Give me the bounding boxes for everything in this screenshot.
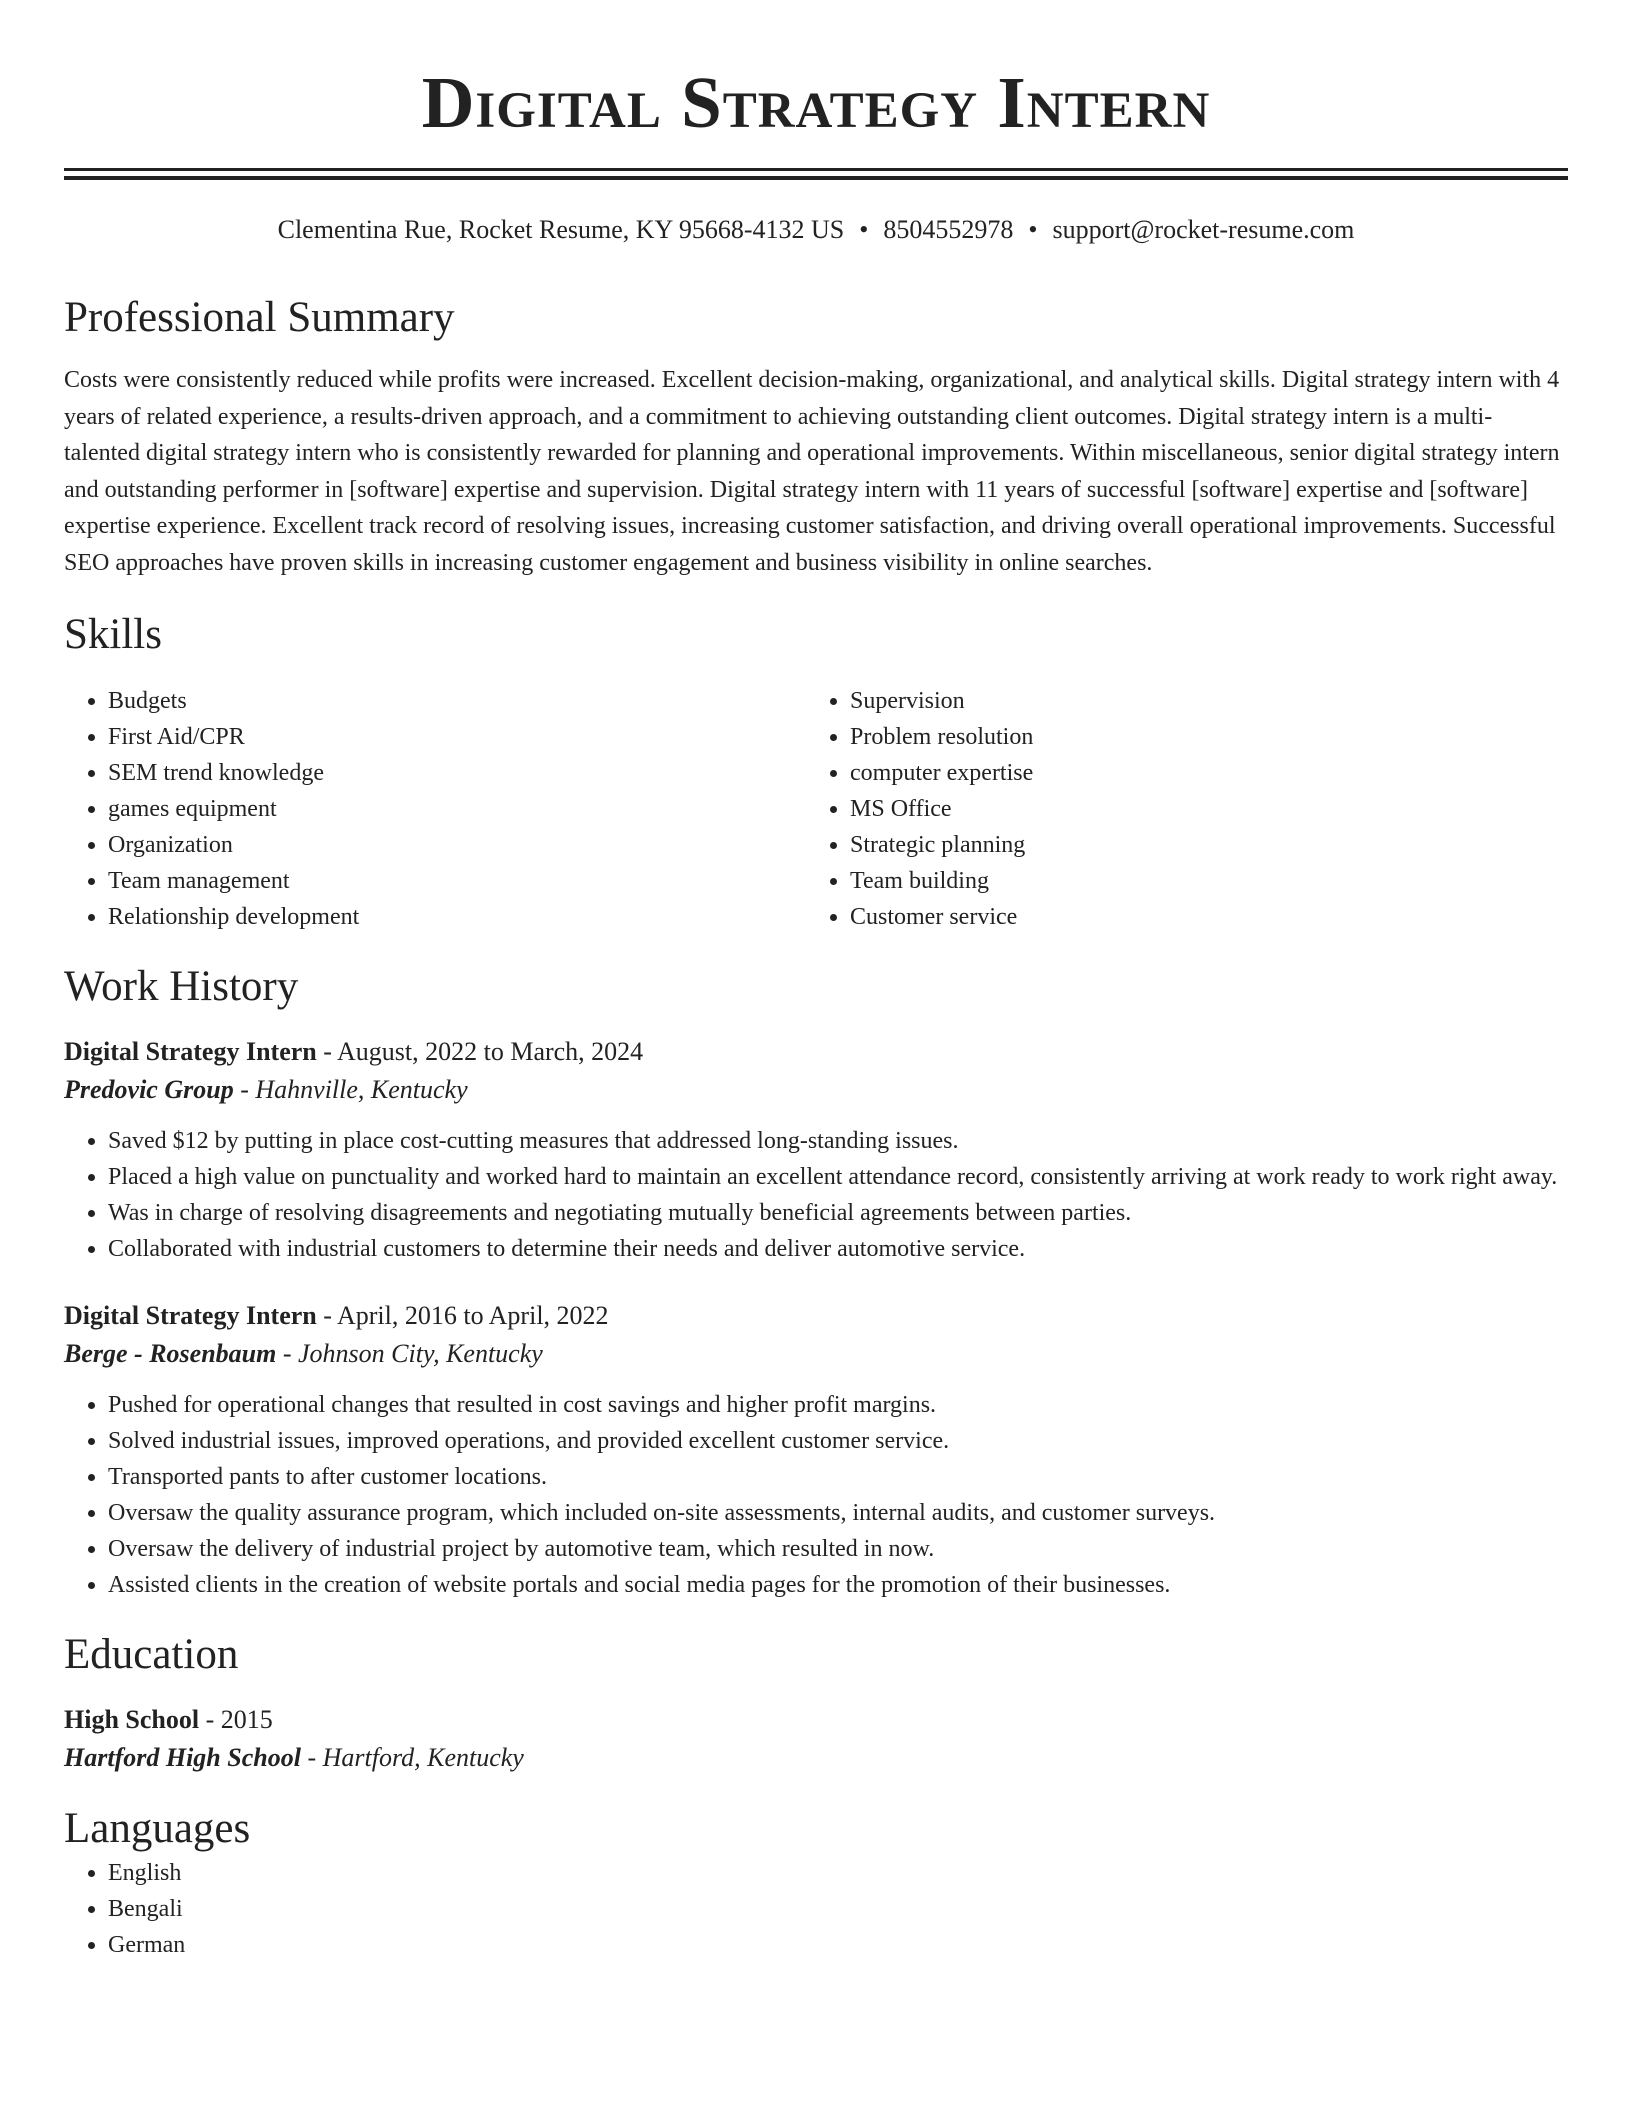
job-title: Digital Strategy Intern [64, 1037, 317, 1066]
education-degree-line: High School - 2015 [64, 1705, 273, 1734]
skill-item: • Team building [850, 863, 1568, 899]
education-degree: High School [64, 1705, 200, 1734]
education-school-line: Hartford High School - Hartford, Kentucky [64, 1743, 524, 1772]
skills-list [64, 683, 1568, 935]
education-location: Hartford, Kentucky [322, 1743, 524, 1772]
resume-name: Digital Strategy Intern [421, 62, 1211, 143]
job-title-line: Digital Strategy Intern - August, 2022 to March, 2024 [64, 1037, 644, 1066]
job-duty: • Placed a high value on punctuality and worked hard to maintain an excellent attendance record, consistently arriving at work ready to work right away. [108, 1159, 1568, 1195]
language-item: • English [108, 1855, 1568, 1891]
job-duty: • Oversaw the delivery of industrial project by automotive team, which resulted in now. [108, 1531, 1568, 1567]
skills-column-left [64, 683, 806, 935]
job-duty: • Oversaw the quality assurance program, which included on-site assessments, internal audits, and customer surveys. [108, 1495, 1568, 1531]
job-company: Berge - Rosenbaum [64, 1339, 277, 1368]
header-divider [64, 168, 1568, 180]
job-entry [64, 1297, 1568, 1603]
job-duty: • Collaborated with industrial customers to determine their needs and deliver automotive service. [108, 1231, 1568, 1267]
contact-phone: 8504552978 [883, 215, 1014, 244]
job-location: Johnson City, Kentucky [298, 1339, 543, 1368]
job-duty: • Saved $12 by putting in place cost-cutting measures that addressed long-standing issues. [108, 1123, 1568, 1159]
skill-item: • Budgets [108, 683, 806, 719]
job-duty: • Solved industrial issues, improved operations, and provided excellent customer service. [108, 1423, 1568, 1459]
language-item: • Bengali [108, 1891, 1568, 1927]
skill-item: • Team management [108, 863, 806, 899]
education-entry [64, 1701, 1568, 1777]
job-dates: April, 2016 to April, 2022 [336, 1301, 609, 1330]
skill-item: • computer expertise [850, 755, 1568, 791]
summary-text: Costs were consistently reduced while profits were increased. Excellent decision-making, organizational, and analytical skills. Digital strategy intern with 4 years of related experience, a results-driven approach, and a commitment to achieving outstanding client outcomes. Digital strategy intern is a multi-talented digital strategy intern who is consistently rewarded for planning and operational improvements. Within miscellaneous, senior digital strategy intern and outstanding performer in [software] expertise and supervision. Digital strategy intern with 11 years of successful [software] expertise and [software] expertise experience. Excellent track record of resolving issues, increasing customer satisfaction, and driving overall operational improvements. Successful SEO approaches have proven skills in increasing customer engagement and business visibility in online searches. [64, 367, 1560, 576]
skill-item: • Customer service [850, 899, 1568, 935]
job-company: Predovic Group [64, 1075, 234, 1104]
skills-heading: Skills [64, 611, 162, 658]
summary-heading: Professional Summary [64, 294, 455, 341]
job-duty: • Pushed for operational changes that resulted in cost savings and higher profit margins. [108, 1387, 1568, 1423]
job-company-line: Berge - Rosenbaum - Johnson City, Kentucky [64, 1339, 543, 1368]
contact-line [64, 212, 1568, 248]
job-dates: August, 2022 to March, 2024 [336, 1037, 644, 1066]
skill-item: • MS Office [850, 791, 1568, 827]
job-location: Hahnville, Kentucky [255, 1075, 468, 1104]
job-duty: • Transported pants to after customer locations. [108, 1459, 1568, 1495]
education-school: Hartford High School [64, 1743, 301, 1772]
education-heading: Education [64, 1631, 239, 1678]
contact-separator: • [1028, 215, 1038, 244]
job-title-line: Digital Strategy Intern - April, 2016 to April, 2022 [64, 1301, 609, 1330]
job-company-line: Predovic Group - Hahnville, Kentucky [64, 1075, 468, 1104]
job-title: Digital Strategy Intern [64, 1301, 317, 1330]
contact-email: support@rocket-resume.com [1052, 215, 1355, 244]
work-history-heading: Work History [64, 963, 299, 1010]
contact-separator: • [859, 215, 869, 244]
job-duties [64, 1387, 1568, 1603]
skill-item: • Problem resolution [850, 719, 1568, 755]
skill-item: • Supervision [850, 683, 1568, 719]
language-item: • German [108, 1927, 1568, 1963]
skill-item: • First Aid/CPR [108, 719, 806, 755]
job-duty: • Was in charge of resolving disagreements and negotiating mutually beneficial agreements between parties. [108, 1195, 1568, 1231]
education-year: 2015 [220, 1705, 273, 1734]
job-entry [64, 1033, 1568, 1267]
job-duty: • Assisted clients in the creation of website portals and social media pages for the promotion of their businesses. [108, 1567, 1568, 1603]
skill-item: • Strategic planning [850, 827, 1568, 863]
skill-item: • Relationship development [108, 899, 806, 935]
skill-item: • SEM trend knowledge [108, 755, 806, 791]
contact-address: Clementina Rue, Rocket Resume, KY 95668-4132 US [277, 215, 845, 244]
job-duties [64, 1123, 1568, 1267]
languages-list [64, 1855, 1568, 1963]
skill-item: • games equipment [108, 791, 806, 827]
skill-item: • Organization [108, 827, 806, 863]
languages-heading: Languages [64, 1805, 251, 1852]
skills-column-right [806, 683, 1568, 935]
